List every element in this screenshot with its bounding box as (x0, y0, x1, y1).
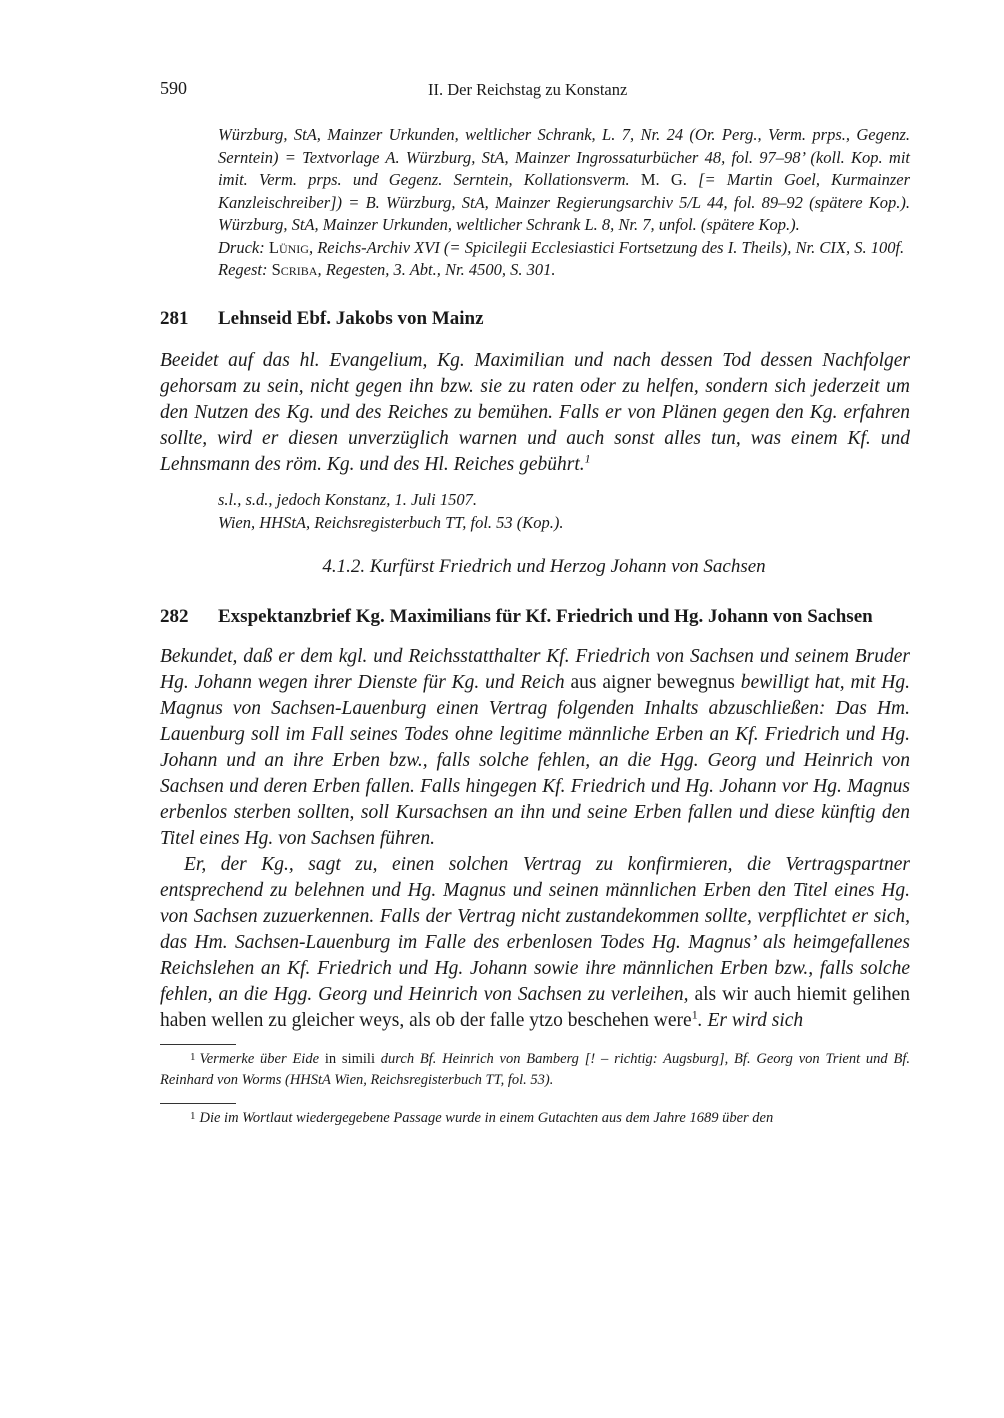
book-page (160, 78, 910, 1129)
archival-sources: Würzburg, StA, Mainzer Urkunden, weltlicher Schrank, L. 7, Nr. 24 (Or. Perg., Verm. prps., Gegenz. Serntein) = Textvorlage A. Würzburg, StA, Mainzer Ingrossaturbücher 48, fol. 97–98’ (koll. Kop. mit imit. Verm. prps. und Gegenz. Serntein, Kollationsverm. M. G. [= Martin Goel, Kurmainzer Kanzleischreiber]) = B. Würzburg, StA, Mainzer Regierungsarchiv 5/L 44, fol. 89–92 (spätere Kop.). Würzburg, StA, Mainzer Urkunden, weltlicher Schrank L. 8, Nr. 7, unfol. (spätere Kop.). (218, 125, 911, 234)
footnote-mark: 1 (190, 1050, 196, 1063)
document-281-summary: Beeidet auf das hl. Evangelium, Kg. Maximilian und nach dessen Tod dessen Nachfolger gehorsam zu sein, nicht gegen ihn bzw. sie zu raten oder zu helfen, sondern sich jederzeit um den Nutzen des Kg. und des Reiches zu bemühen. Falls er von Plänen gegen den Kg. erfahren sollte, wird er diesen unverzüglich warnen und auch sonst alles tun, was einem Kf. und Lehnsmann des röm. Kg. und des Hl. Reiches gebührt.$^1$ (160, 349, 910, 475)
document-282-heading (160, 604, 910, 630)
document-title: Lehnseid Ebf. Jakobs von Mainz (218, 307, 484, 329)
footnote-divider (160, 1044, 236, 1045)
print-reference: Druck: Lünig, Reichs-Archiv XVI (= Spicilegii Ecclesiastici Fortsetzung des I. Theils), Nr. CIX, S. 100f. (218, 237, 905, 257)
running-head-title: II. Der Reichstag zu Konstanz (428, 80, 628, 99)
document-281-date-source (218, 488, 910, 534)
footnote-mark: 1 (190, 1109, 196, 1122)
document-282-paragraph-2: Er, der Kg., sagt zu, einen solchen Vertrag zu konfirmieren, die Vertragspartner entsprechend zu belehnen und Hg. Magnus und seinen männlichen Erben den Titel eines Hg. von Sachsen zuzuerkennen. Falls der Vertrag nicht zustandekommen sollte, verpflichtet er sich, das Hm. Sachsen-Lauenburg im Falle des erbenlosen Todes Hg. Magnus’ als heimgefallenes Reichslehen an Kf. Friedrich und Hg. Johann sowie ihre männlichen Erben bzw., falls solche fehlen, an die Hgg. Georg und Heinrich von Sachsen zu verleihen, als wir auch hiemit gelihen haben wellen zu gleicher weys, als ob der falle ytzo beschehen were$^1$. Er wird sich (160, 853, 910, 1031)
source-line: Wien, HHStA, Reichsregisterbuch TT, fol. 53 (Kop.). (218, 512, 564, 532)
top-source-block (218, 124, 910, 282)
quoted-source-text: aus aigner bewegnus (564, 671, 741, 693)
quoted-source-text: als wir auch hiemit gelihen haben wellen zu gleicher weys, als ob der falle ytzo beschehen were (160, 983, 910, 1031)
document-282-paragraph-1: Bekundet, daß er dem kgl. und Reichsstatthalter Kf. Friedrich von Sachsen und seinem Bruder Hg. Johann wegen ihrer Dienste für Kg. und Reich aus aigner bewegnus bewilligt hat, mit Hg. Magnus von Sachsen-Lauenburg einen Vertrag folgenden Inhalts abzuschließen: Das Hm. Lauenburg soll im Fall seines Todes ohne legitime männliche Erben an Kf. Friedrich und Hg. Johann und an ihre Erben bzw., falls solche fehlen, an die Hgg. Georg und Heinrich von Sachsen und deren Erben fallen. Falls hingegen Kf. Friedrich und Hg. Johann vor Hg. Magnus erbenlos sterben sollten, soll Kursachsen an ihn und seine Erben fallen und diese künftig den Titel eines Hg. von Sachsen führen. (160, 645, 910, 849)
footnote-ref: 1 (584, 451, 591, 465)
document-title: Exspektanzbrief Kg. Maximilians für Kf. Friedrich und Hg. Johann von Sachsen (218, 605, 873, 627)
signature-initials: M. G. (640, 170, 687, 189)
document-number: 281 (160, 307, 189, 329)
date-line: s.l., s.d., jedoch Konstanz, 1. Juli 1507. (218, 489, 477, 509)
footnote-1: $^1$ Vermerke über Eide in simili durch Bf. Heinrich von Bamberg [! – richtig: Augsburg], Bf. Georg von Trient und Bf. Reinhard von Worms (HHStA Wien, Reichsregisterbuch TT, fol. 53). (160, 1050, 910, 1088)
running-head (160, 78, 910, 108)
section-heading: 4.1.2. Kurfürst Friedrich und Herzog Johann von Sachsen (322, 555, 766, 577)
document-number: 282 (160, 605, 189, 627)
document-281-heading (160, 306, 910, 332)
footnote-2: $^1$ Die im Wortlaut wiedergegebene Passage wurde in einem Gutachten aus dem Jahre 1689 über den (190, 1109, 774, 1126)
footnote-divider (160, 1103, 236, 1104)
page-number: 590 (160, 78, 187, 98)
regest-reference: Regest: Scriba, Regesten, 3. Abt., Nr. 4500, S. 301. (218, 260, 556, 279)
footnote-ref: 1 (691, 1007, 698, 1021)
